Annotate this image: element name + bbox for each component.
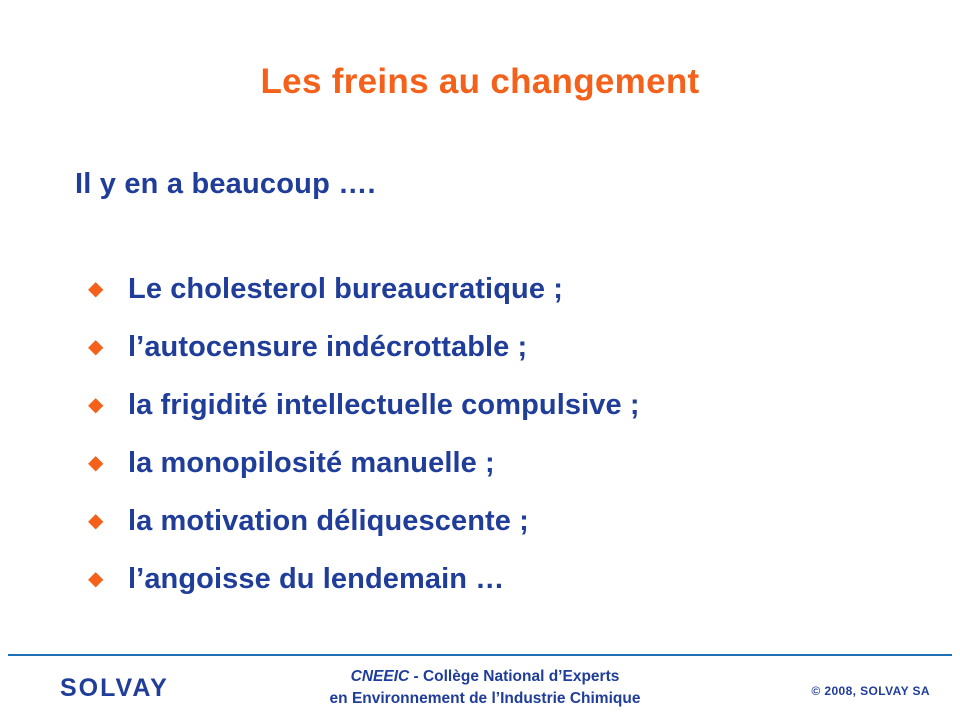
slide-footer (0, 656, 960, 720)
list-item (80, 502, 910, 540)
list-item-label: l’angoisse du lendemain … (128, 563, 505, 595)
list-item-label: la motivation déliquescente ; (128, 505, 529, 537)
solvay-logo: SOLVAY (60, 674, 169, 702)
footer-org-abbrev: CNEEIC - (350, 668, 423, 685)
diamond-bullet-icon: ◆ (88, 452, 104, 474)
list-item-label: Le cholesterol bureaucratique ; (128, 273, 563, 305)
list-item-label: la frigidité intellectuelle compulsive ; (128, 389, 640, 421)
list-item (80, 560, 910, 598)
diamond-bullet-icon: ◆ (88, 510, 104, 532)
diamond-bullet-icon: ◆ (88, 336, 104, 358)
diamond-bullet-icon: ◆ (88, 394, 104, 416)
diamond-bullet-icon: ◆ (88, 278, 104, 300)
diamond-bullet-icon: ◆ (88, 568, 104, 590)
footer-org-line1: Collège National d’Experts (422, 668, 620, 685)
list-item-label: l’autocensure indécrottable ; (128, 331, 528, 363)
list-item-label: la monopilosité manuelle ; (128, 447, 495, 479)
list-item (80, 270, 910, 308)
list-item (80, 328, 910, 366)
list-item (80, 386, 910, 424)
copyright-text: © 2008, SOLVAY SA (811, 684, 930, 698)
footer-organization (260, 666, 710, 710)
bullet-list (80, 270, 910, 618)
page-title: Les freins au changement (260, 62, 700, 101)
lead-text: Il y en a beaucoup …. (75, 168, 376, 200)
list-item (80, 444, 910, 482)
footer-org-line2: en Environnement de l’Industrie Chimique (329, 690, 641, 707)
